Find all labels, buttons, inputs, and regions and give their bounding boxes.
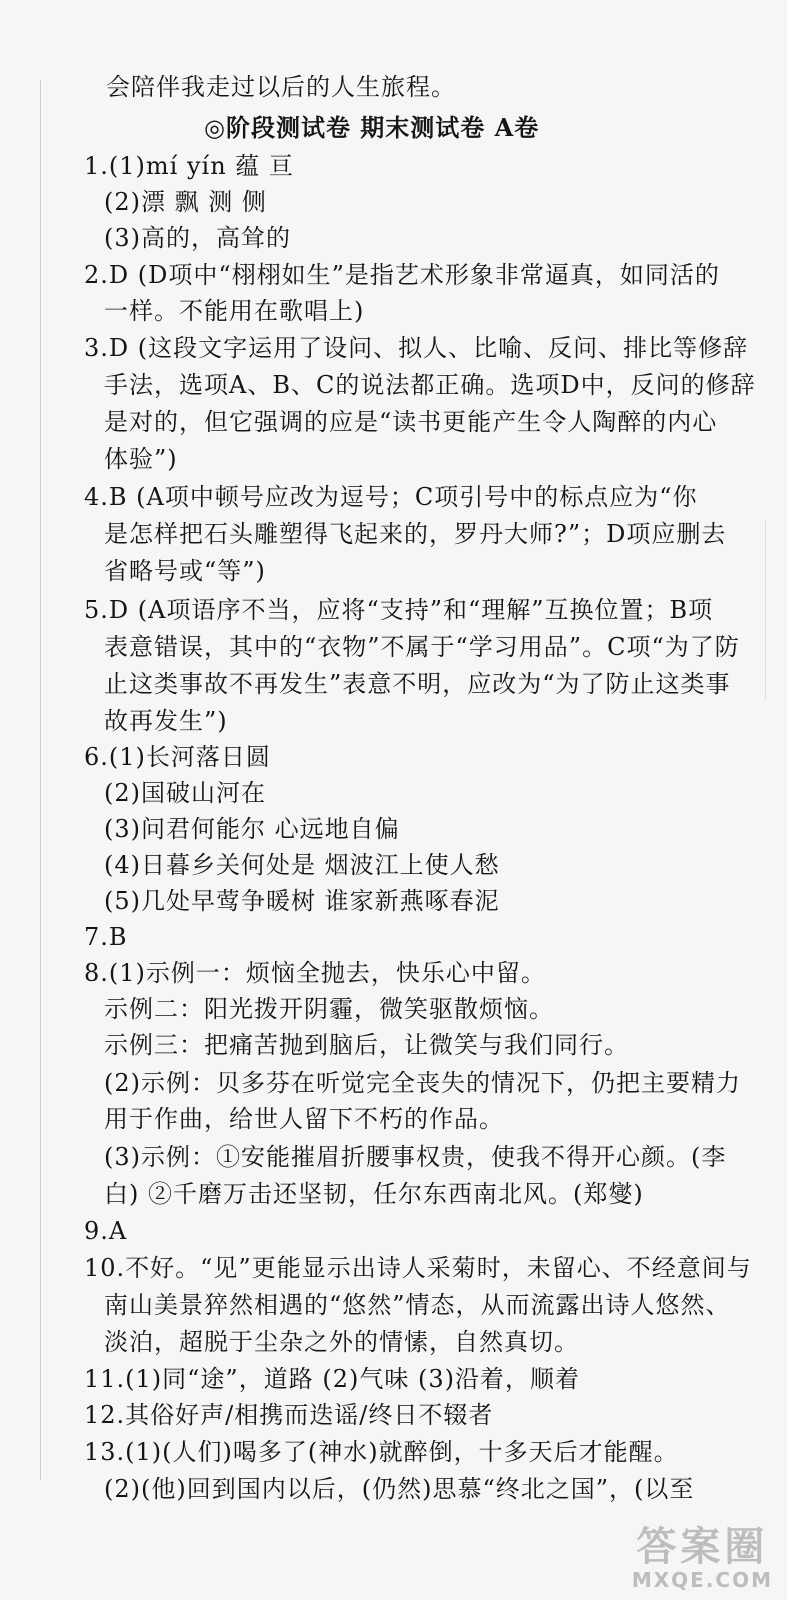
answer-line: 3.D (这段文字运用了设问、拟人、比喻、反问、排比等修辞 <box>84 334 749 362</box>
answer-line: 7.B <box>84 923 128 951</box>
watermark-text: 答案圈 <box>636 1524 769 1570</box>
answer-line: 10.不好。“见”更能显示出诗人采菊时，未留心、不经意间与 <box>84 1254 752 1282</box>
watermark-logo <box>632 1515 773 1592</box>
answer-line: 南山美景猝然相遇的“悠然”情态，从而流露出诗人悠然、 <box>104 1291 731 1319</box>
answer-line: 2.D (D项中“栩栩如生”是指艺术形象非常逼真，如同活的 <box>84 261 720 289</box>
section-title: ◎阶段测试卷 期末测试卷 A卷 <box>204 113 540 142</box>
answer-line: 11.(1)同“途”，道路 (2)气味 (3)沿着，顺着 <box>84 1365 580 1393</box>
answer-line: (2)示例：贝多芬在听觉完全丧失的情况下，仍把主要精力 <box>104 1069 741 1097</box>
answer-line: (2)漂 飘 测 侧 <box>104 188 267 216</box>
scan-edge-mark <box>765 520 766 700</box>
answer-line: 用于作曲，给世人留下不朽的作品。 <box>104 1105 504 1133</box>
answer-line: (2)国破山河在 <box>104 779 266 807</box>
answer-line: 6.(1)长河落日圆 <box>84 743 271 771</box>
answer-line: 13.(1)(人们)喝多了(神水)就醉倒，十多天后才能醒。 <box>84 1438 679 1466</box>
answer-line: 示例二：阳光拨开阴霾，微笑驱散烦恼。 <box>104 995 554 1023</box>
answer-line: (5)几处早莺争暖树 谁家新燕啄春泥 <box>104 887 500 915</box>
answer-line: 白) ②千磨万击还坚韧，任尔东西南北风。(郑燮) <box>104 1180 644 1208</box>
answer-line: 9.A <box>84 1217 128 1245</box>
answer-line: (4)日暮乡关何处是 烟波江上使人愁 <box>104 851 500 879</box>
answer-line: 一样。不能用在歌唱上) <box>104 297 365 325</box>
answer-line: 8.(1)示例一：烦恼全抛去，快乐心中留。 <box>84 959 546 987</box>
answer-line: 手法，选项A、B、C的说法都正确。选项D中，反问的修辞 <box>104 371 756 399</box>
answer-line: 体验”) <box>104 445 178 473</box>
text-line: 会陪伴我走过以后的人生旅程。 <box>106 73 456 101</box>
answer-line: 1.(1)mí yín 蕴 亘 <box>84 152 294 180</box>
answer-line: 是怎样把石头雕塑得飞起来的，罗丹大师?”；D项应删去 <box>104 520 727 548</box>
answer-line: (2)(他)回到国内以后，(仍然)思慕“终北之国”，(以至 <box>104 1475 695 1503</box>
answer-line: 止这类事故不再发生”表意不明，应改为“为了防止这类事 <box>104 670 731 698</box>
margin-rule <box>40 80 41 1480</box>
answer-line: 淡泊，超脱于尘杂之外的情愫，自然真切。 <box>104 1328 579 1356</box>
answer-line: 省略号或“等”) <box>104 557 266 585</box>
answer-line: 4.B (A项中顿号应改为逗号；C项引号中的标点应为“你 <box>84 483 698 511</box>
answer-line: 示例三：把痛苦抛到脑后，让微笑与我们同行。 <box>104 1031 629 1059</box>
answer-line: 12.其俗好声/相携而迭谣/终日不辍者 <box>84 1401 494 1429</box>
answer-line: 5.D (A项语序不当，应将“支持”和“理解”互换位置；B项 <box>84 596 714 624</box>
answer-line: 是对的，但它强调的应是“读书更能产生令人陶醉的内心 <box>104 408 718 436</box>
answer-line: 表意错误，其中的“衣物”不属于“学习用品”。C项“为了防 <box>104 633 740 661</box>
answer-line: (3)高的，高耸的 <box>104 224 291 252</box>
answer-line: (3)示例：①安能摧眉折腰事权贵，使我不得开心颜。(李 <box>104 1143 727 1171</box>
watermark-url: MXQE.COM <box>631 1568 773 1592</box>
answer-line: 故再发生”) <box>104 707 228 735</box>
answer-line: (3)问君何能尔 心远地自偏 <box>104 815 400 843</box>
